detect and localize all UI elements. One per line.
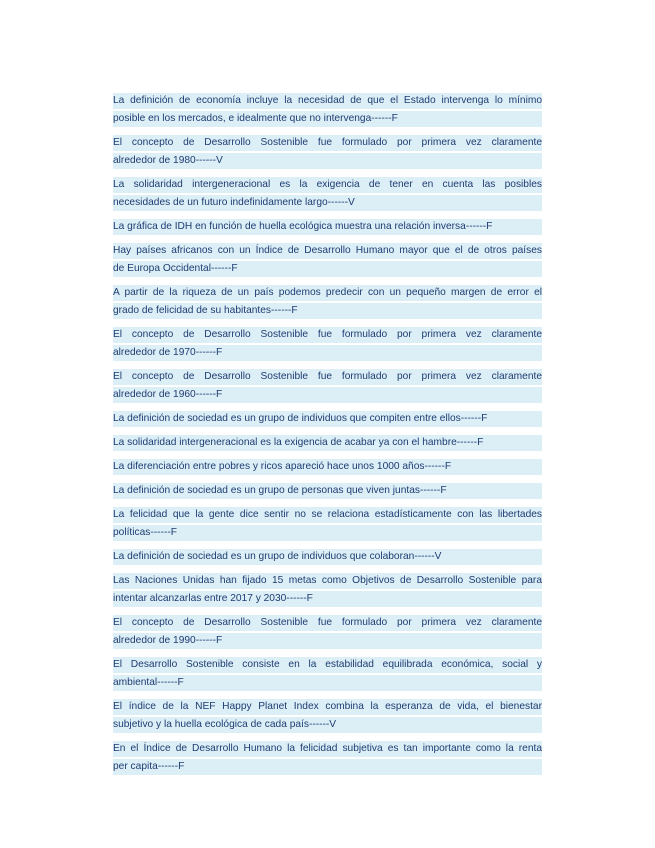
- statement-line: intentar alcanzarlas entre 2017 y 2030------F: [113, 591, 542, 607]
- statement-line: El concepto de Desarrollo Sostenible fue formulado por primera vez claramente: [113, 135, 542, 151]
- statement-line: En el Índice de Desarrollo Humano la felicidad subjetiva es tan importante como la renta: [113, 741, 542, 757]
- statement-line: subjetivo y la huella ecológica de cada país------V: [113, 717, 542, 733]
- statement-line: per capita------F: [113, 759, 542, 775]
- statement-item: [113, 219, 542, 235]
- statement-line: alrededor de 1970------F: [113, 345, 542, 361]
- statement-line: La solidaridad intergeneracional es la exigencia de acabar ya con el hambre------F: [113, 435, 542, 451]
- statement-item: [113, 93, 542, 127]
- statement-item: [113, 411, 542, 427]
- statement-line: La gráfica de IDH en función de huella ecológica muestra una relación inversa------F: [113, 219, 542, 235]
- statement-line: La definición de sociedad es un grupo de individuos que colaboran------V: [113, 549, 542, 565]
- statement-line: de Europa Occidental------F: [113, 261, 542, 277]
- statement-line: grado de felicidad de su habitantes------F: [113, 303, 542, 319]
- statement-line: El concepto de Desarrollo Sostenible fue formulado por primera vez claramente: [113, 615, 542, 631]
- statement-line: alrededor de 1960------F: [113, 387, 542, 403]
- statement-item: [113, 573, 542, 607]
- statement-line: El concepto de Desarrollo Sostenible fue formulado por primera vez claramente: [113, 369, 542, 385]
- statement-line: El Desarrollo Sostenible consiste en la estabilidad equilibrada económica, social y: [113, 657, 542, 673]
- statement-item: [113, 483, 542, 499]
- statement-line: Hay países africanos con un Índice de Desarrollo Humano mayor que el de otros países: [113, 243, 542, 259]
- statement-line: La definición de sociedad es un grupo de personas que viven juntas------F: [113, 483, 542, 499]
- statement-line: alrededor de 1990------F: [113, 633, 542, 649]
- statement-item: [113, 327, 542, 361]
- statement-line: La definición de economía incluye la necesidad de que el Estado intervenga lo mínimo: [113, 93, 542, 109]
- statement-line: ambiental------F: [113, 675, 542, 691]
- statement-item: [113, 435, 542, 451]
- statement-line: La solidaridad intergeneracional es la exigencia de tener en cuenta las posibles: [113, 177, 542, 193]
- statement-line: El concepto de Desarrollo Sostenible fue formulado por primera vez claramente: [113, 327, 542, 343]
- statement-item: [113, 741, 542, 775]
- statement-line: alrededor de 1980------V: [113, 153, 542, 169]
- statement-item: [113, 507, 542, 541]
- statement-line: posible en los mercados, e idealmente que no intervenga------F: [113, 111, 542, 127]
- statement-item: [113, 657, 542, 691]
- statement-item: [113, 135, 542, 169]
- statement-line: La diferenciación entre pobres y ricos apareció hace unos 1000 años------F: [113, 459, 542, 475]
- document-page: [113, 93, 542, 783]
- statement-item: [113, 369, 542, 403]
- statement-item: [113, 243, 542, 277]
- statement-line: políticas------F: [113, 525, 542, 541]
- statement-item: [113, 549, 542, 565]
- statement-line: El índice de la NEF Happy Planet Index combina la esperanza de vida, el bienestar: [113, 699, 542, 715]
- statement-item: [113, 177, 542, 211]
- statement-line: La definición de sociedad es un grupo de individuos que compiten entre ellos------F: [113, 411, 542, 427]
- statement-item: [113, 459, 542, 475]
- statement-line: necesidades de un futuro indefinidamente largo------V: [113, 195, 542, 211]
- statement-item: [113, 699, 542, 733]
- statement-line: A partir de la riqueza de un país podemos predecir con un pequeño margen de error el: [113, 285, 542, 301]
- statement-line: Las Naciones Unidas han fijado 15 metas como Objetivos de Desarrollo Sostenible para: [113, 573, 542, 589]
- statement-line: La felicidad que la gente dice sentir no se relaciona estadísticamente con las libertades: [113, 507, 542, 523]
- statement-item: [113, 285, 542, 319]
- statement-item: [113, 615, 542, 649]
